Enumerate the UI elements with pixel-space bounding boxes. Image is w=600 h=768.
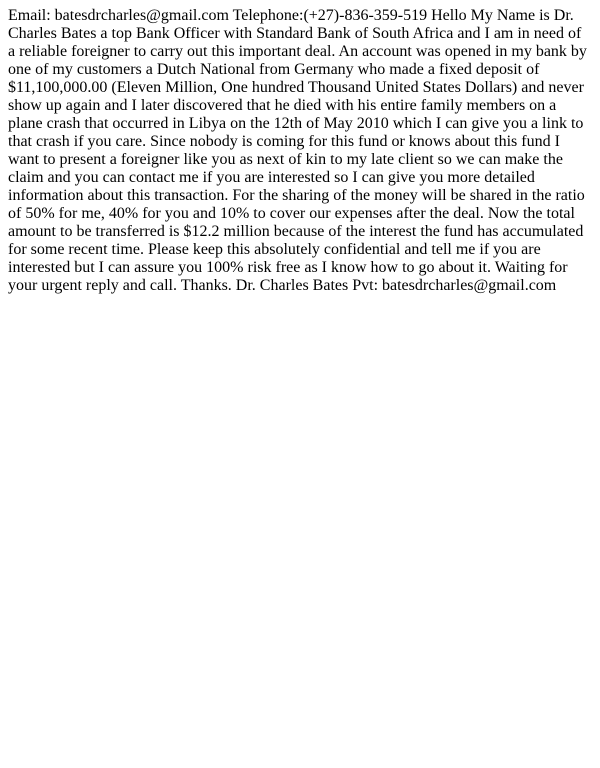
email-message-body: Email: batesdrcharles@gmail.com Telephone:(+27)-836-359-519 Hello My Name is Dr. Charles Bates a top Bank Officer with Standard Bank of South Africa and I am in need of a reliable foreigner to carry out this important deal. An account was opened in my bank by one of my customers a Dutch National from Germany who made a fixed deposit of $11,100,000.00 (Eleven Million, One hundred Thousand United States Dollars) and never show up again and I later discovered that he died with his entire family members on a plane crash that occurred in Libya on the 12th of May 2010 which I can give you a link to that crash if you care. Since nobody is coming for this fund or knows about this fund I want to present a foreigner like you as next of kin to my late client so we can make the claim and you can contact me if you are interested so I can give you more detailed information about this transaction. For the sharing of the money will be shared in the ratio of 50% for me, 40% for you and 10% to cover our expenses after the deal. Now the total amount to be transferred is $12.2 million because of the interest the fund has accumulated for some recent time. Please keep this absolutely confidential and tell me if you are interested but I can assure you 100% risk free as I know how to go about it. Waiting for your urgent reply and call. Thanks. Dr. Charles Bates Pvt: batesdrcharles@gmail.com [8,7,587,294]
